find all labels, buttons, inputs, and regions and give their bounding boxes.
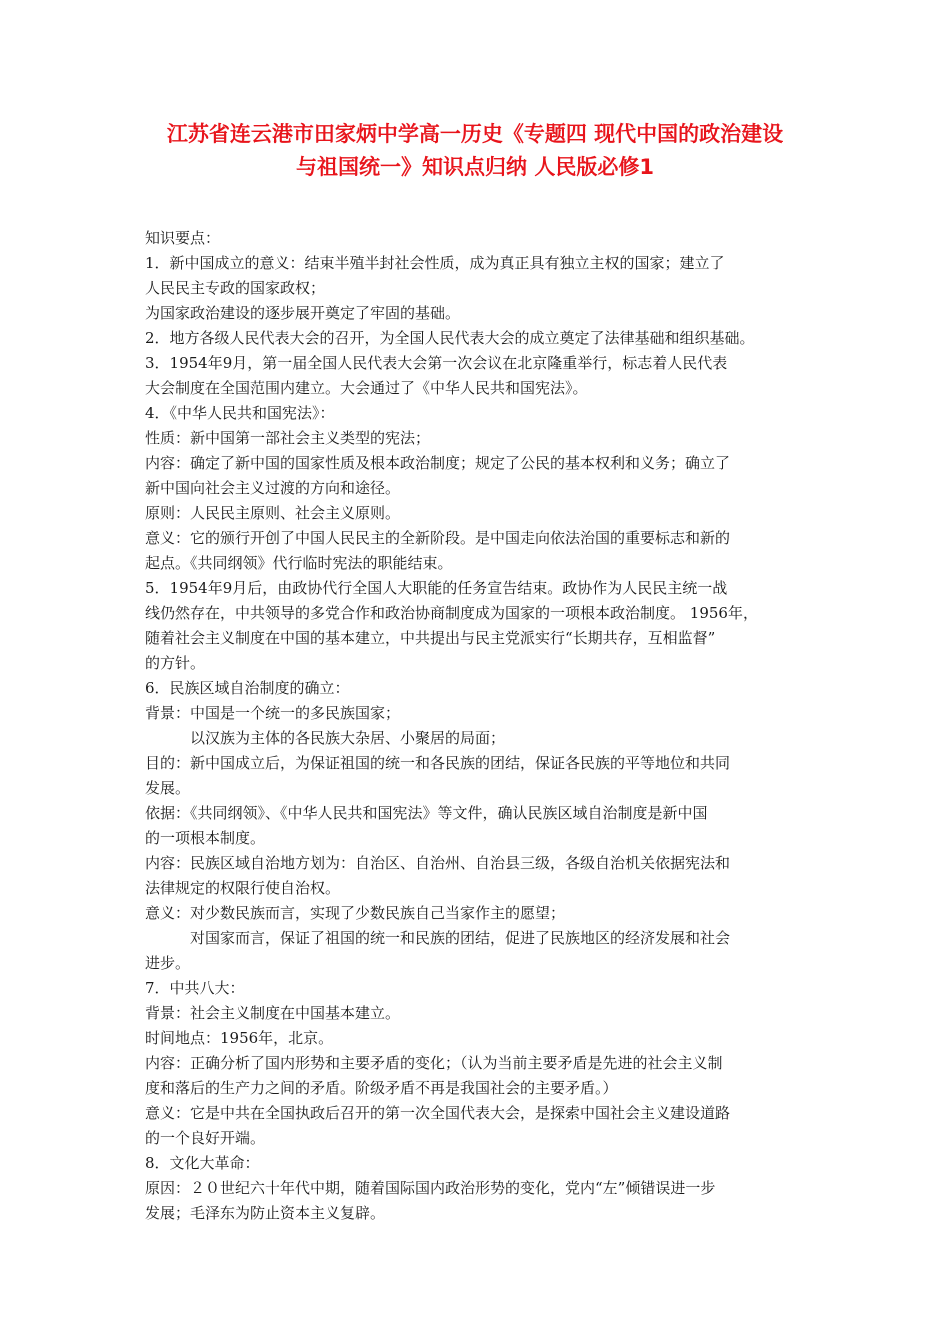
- text-line: 原则：人民民主原则、社会主义原则。: [145, 504, 401, 522]
- text-line: 时间地点：1956年，北京。: [145, 1029, 334, 1047]
- text-line: 背景：社会主义制度在中国基本建立。: [145, 1004, 401, 1022]
- text-line: 起点。《共同纲领》代行临时宪法的职能结束。: [145, 554, 453, 572]
- text-line: 法律规定的权限行使自治权。: [145, 879, 341, 897]
- text-line: 发展。: [145, 779, 191, 797]
- text-line: 内容：民族区域自治地方划为：自治区、自治州、自治县三级，各级自治机关依据宪法和: [145, 854, 731, 872]
- text-line: 的方针。: [145, 654, 206, 672]
- text-line: 的一个良好开端。: [145, 1129, 266, 1147]
- text-line: 内容：正确分析了国内形势和主要矛盾的变化；（认为当前主要矛盾是先进的社会主义制: [145, 1054, 723, 1072]
- text-line: 背景：中国是一个统一的多民族国家；: [145, 704, 401, 722]
- text-line: 5．1954年9月后，由政协代行全国人大职能的任务宣告结束。政协作为人民民主统一战: [145, 579, 728, 597]
- text-line: 6．民族区域自治制度的确立：: [145, 679, 350, 697]
- text-line: 线仍然存在，中共领导的多党合作和政治协商制度成为国家的一项根本政治制度。 1956年，: [145, 604, 758, 622]
- text-line: 人民民主专政的国家政权；: [145, 279, 326, 297]
- title-line-2: 与祖国统一》知识点归纳 人民版必修1: [296, 155, 654, 179]
- text-line: 原因：２０世纪六十年代中期，随着国际国内政治形势的变化，党内“左”倾错误进一步: [145, 1179, 716, 1197]
- text-line: 3．1954年9月，第一届全国人民代表大会第一次会议在北京隆重举行，标志着人民代表: [145, 354, 728, 372]
- text-line: 意义：对少数民族而言，实现了少数民族自己当家作主的愿望；: [145, 904, 566, 922]
- text-line: 内容：确定了新中国的国家性质及根本政治制度；规定了公民的基本权利和义务；确立了: [145, 454, 731, 472]
- text-line: 大会制度在全国范围内建立。大会通过了《中华人民共和国宪法》。: [145, 379, 588, 397]
- text-line: 度和落后的生产力之间的矛盾。阶级矛盾不再是我国社会的主要矛盾。）: [145, 1079, 618, 1097]
- text-line: 进步。: [145, 954, 191, 972]
- text-line: 发展；毛泽东为防止资本主义复辟。: [145, 1204, 386, 1222]
- text-line: 7．中共八大：: [145, 979, 245, 997]
- text-line: 1．新中国成立的意义：结束半殖半封社会性质，成为真正具有独立主权的国家；建立了: [145, 254, 725, 272]
- text-line: 4．《中华人民共和国宪法》：: [145, 404, 335, 422]
- section-heading: 知识要点：: [145, 229, 221, 247]
- text-line: 性质：新中国第一部社会主义类型的宪法；: [145, 429, 431, 447]
- text-line: 新中国向社会主义过渡的方向和途径。: [145, 479, 401, 497]
- text-line: 依据：《共同纲领》、《中华人民共和国宪法》等文件，确认民族区域自治制度是新中国: [145, 804, 708, 822]
- text-line: 意义：它是中共在全国执政后召开的第一次全国代表大会，是探索中国社会主义建设道路: [145, 1104, 731, 1122]
- text-line: 2．地方各级人民代表大会的召开，为全国人民代表大会的成立奠定了法律基础和组织基础。: [145, 329, 755, 347]
- title-line-1: 江苏省连云港市田家炳中学高一历史《专题四 现代中国的政治建设: [166, 122, 784, 146]
- text-line: 为国家政治建设的逐步展开奠定了牢固的基础。: [145, 304, 461, 322]
- text-line-indented: 以汉族为主体的各民族大杂居、小聚居的局面；: [190, 729, 506, 747]
- text-line: 的一项根本制度。: [145, 829, 266, 847]
- text-line: 随着社会主义制度在中国的基本建立，中共提出与民主党派实行“长期共存，互相监督”: [145, 629, 716, 647]
- text-line: 意义：它的颁行开创了中国人民民主的全新阶段。是中国走向依法治国的重要标志和新的: [145, 529, 731, 547]
- document-title: [110, 118, 840, 184]
- document-body: [145, 226, 813, 1226]
- text-line: 目的：新中国成立后，为保证祖国的统一和各民族的团结，保证各民族的平等地位和共同: [145, 754, 731, 772]
- text-line-indented: 对国家而言，保证了祖国的统一和民族的团结，促进了民族地区的经济发展和社会: [190, 929, 731, 947]
- text-line: 8．文化大革命：: [145, 1154, 260, 1172]
